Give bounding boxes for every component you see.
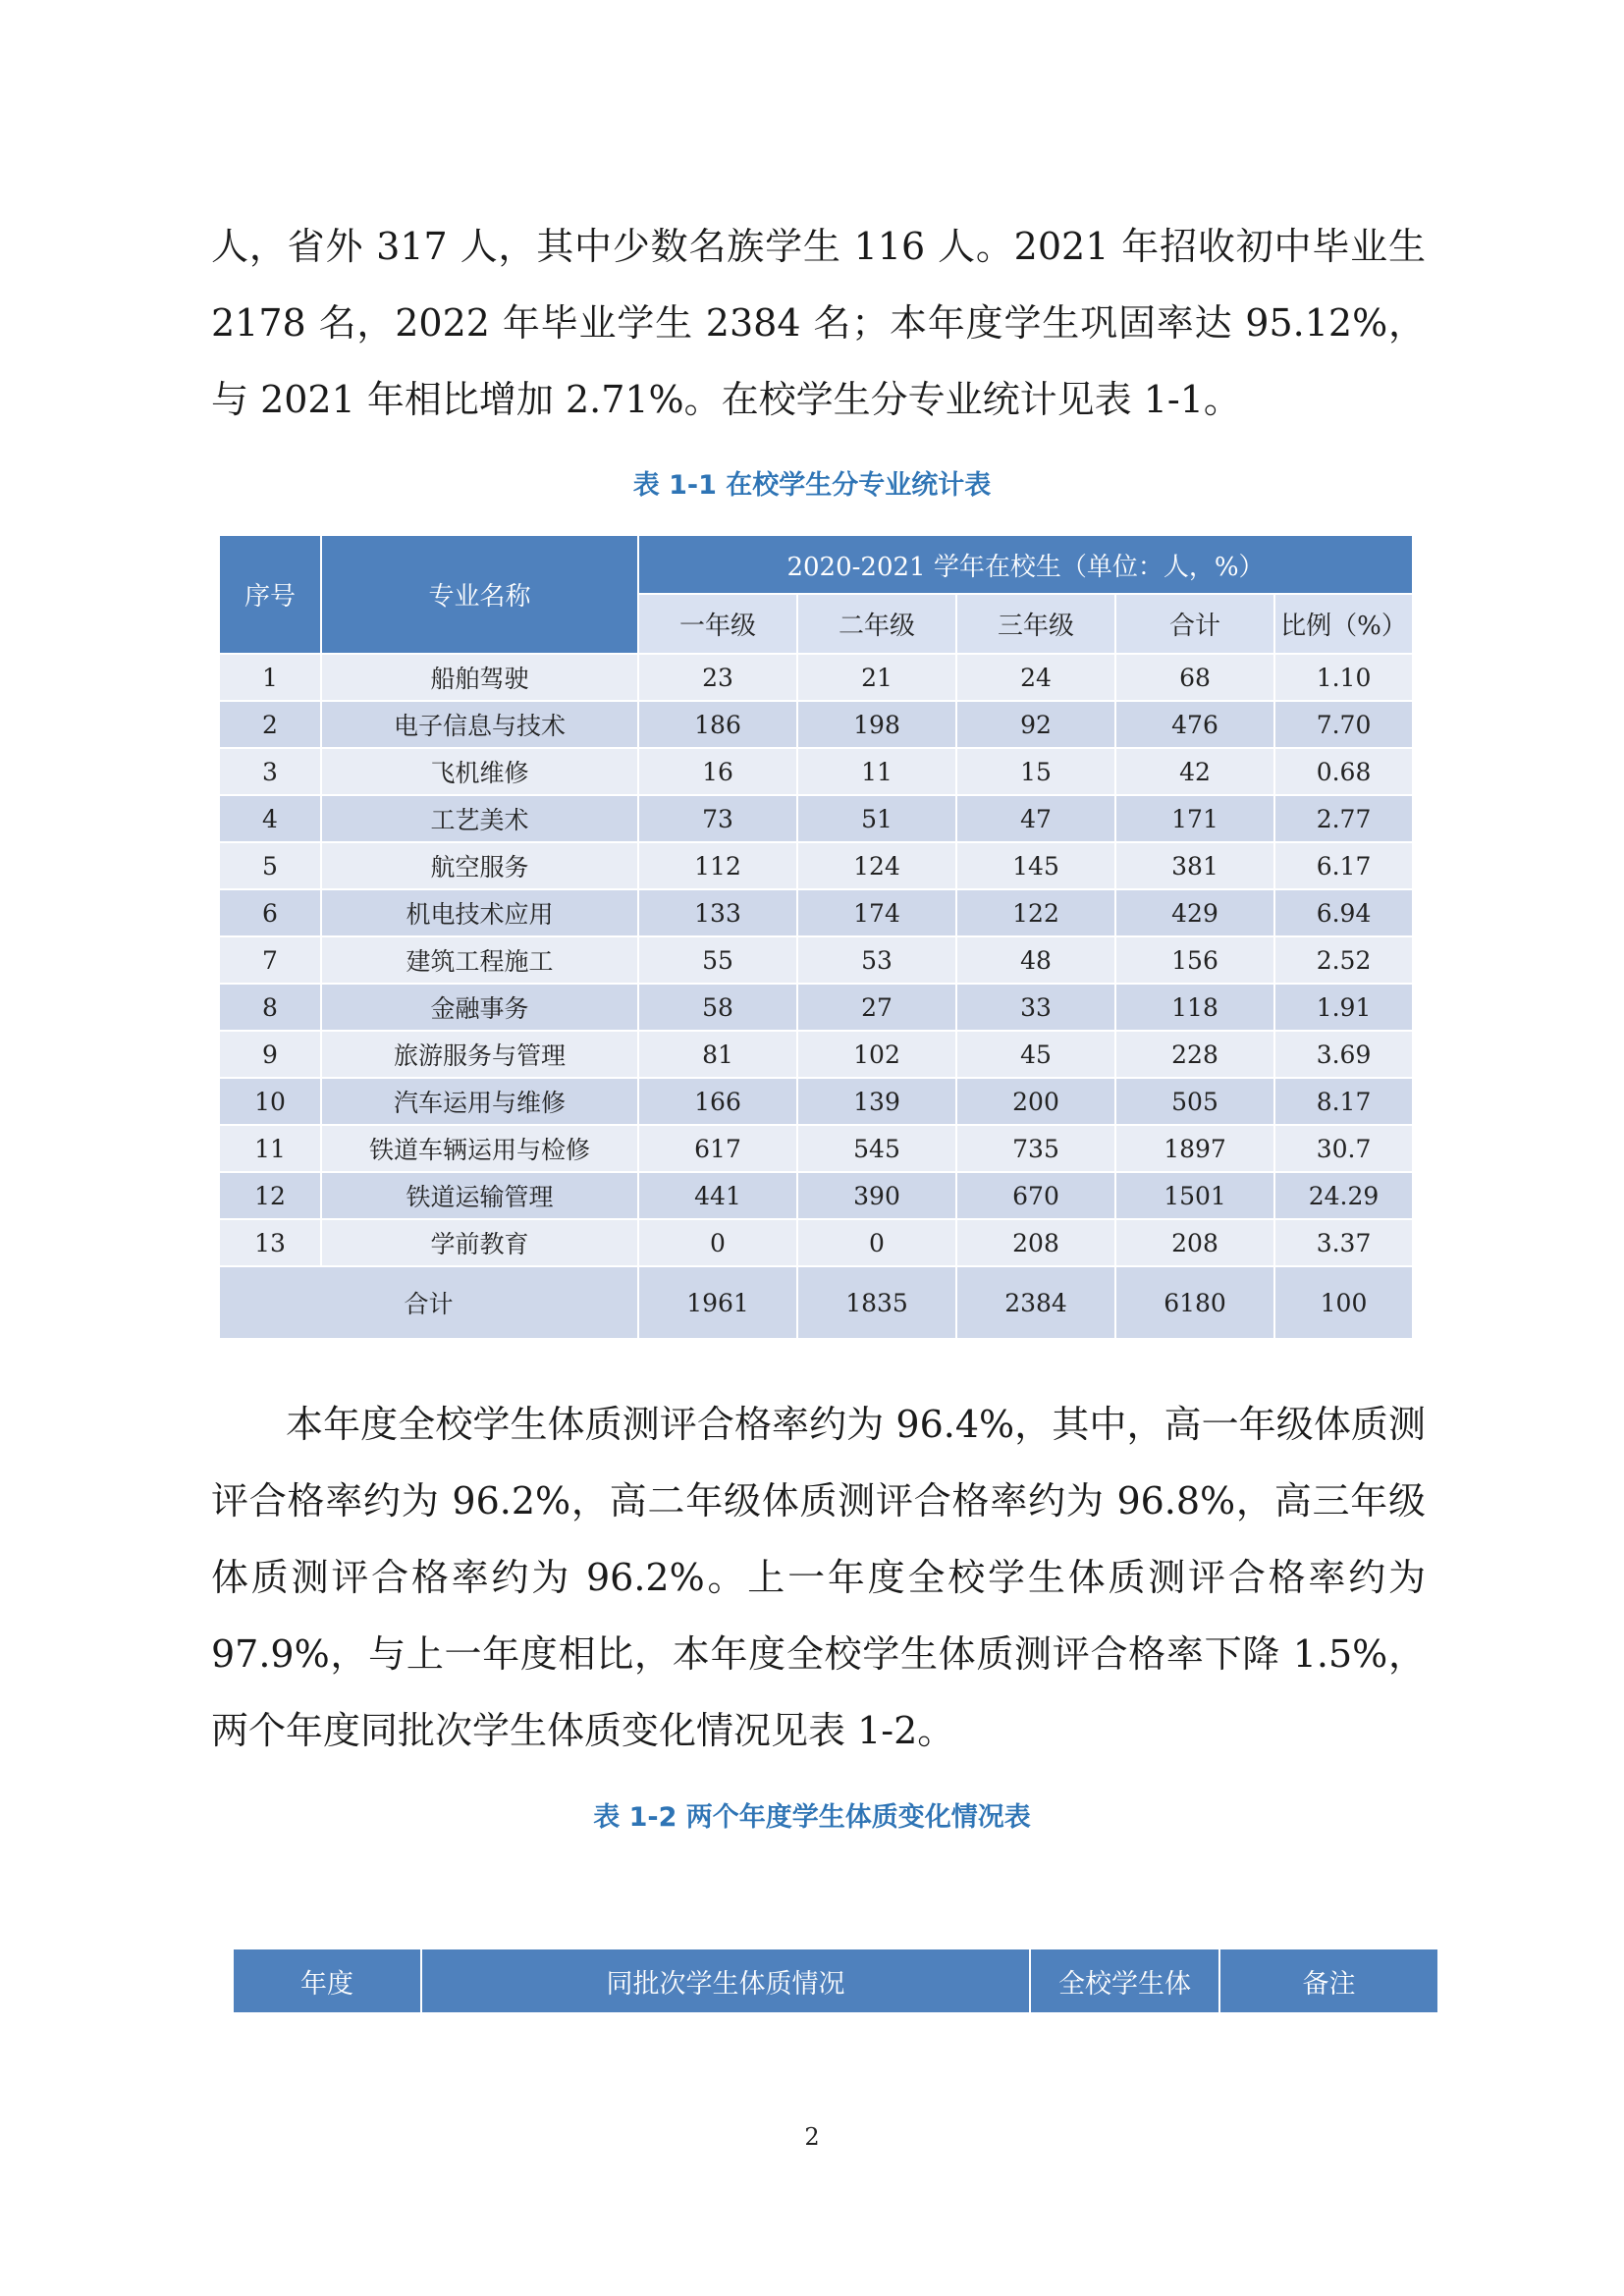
- table-row: [219, 1219, 1413, 1266]
- total-sum: 6180: [1115, 1266, 1274, 1339]
- total-ratio: 100: [1274, 1266, 1413, 1339]
- cell-g3: 45: [956, 1031, 1115, 1078]
- cell-major: 飞机维修: [321, 748, 638, 795]
- header-no: 序号: [219, 535, 321, 654]
- cell-g1: 81: [638, 1031, 797, 1078]
- cell-ratio: 6.17: [1274, 842, 1413, 889]
- header-major: 专业名称: [321, 535, 638, 654]
- cell-g1: 186: [638, 701, 797, 748]
- cell-g3: 33: [956, 984, 1115, 1031]
- cell-no: 3: [219, 748, 321, 795]
- cell-g1: 55: [638, 936, 797, 984]
- cell-no: 11: [219, 1125, 321, 1172]
- cell-g1: 73: [638, 795, 797, 842]
- cell-total: 42: [1115, 748, 1274, 795]
- cell-g1: 166: [638, 1078, 797, 1125]
- cell-total: 381: [1115, 842, 1274, 889]
- cell-g1: 441: [638, 1172, 797, 1219]
- header-ratio: 比例（%）: [1274, 594, 1413, 654]
- cell-g2: 102: [797, 1031, 956, 1078]
- cell-total: 68: [1115, 654, 1274, 701]
- total-label: 合计: [219, 1266, 638, 1339]
- page-number: 2: [804, 2123, 820, 2151]
- cell-total: 118: [1115, 984, 1274, 1031]
- cell-no: 5: [219, 842, 321, 889]
- t2-header-cohort: 同批次学生体质情况: [421, 1949, 1030, 2013]
- cell-no: 9: [219, 1031, 321, 1078]
- table-row: [219, 1125, 1413, 1172]
- cell-g3: 92: [956, 701, 1115, 748]
- cell-major: 铁道车辆运用与检修: [321, 1125, 638, 1172]
- cell-g2: 545: [797, 1125, 956, 1172]
- cell-g3: 200: [956, 1078, 1115, 1125]
- cell-ratio: 2.77: [1274, 795, 1413, 842]
- cell-no: 13: [219, 1219, 321, 1266]
- cell-g3: 15: [956, 748, 1115, 795]
- cell-g3: 47: [956, 795, 1115, 842]
- cell-ratio: 1.91: [1274, 984, 1413, 1031]
- intro-paragraph: 人，省外 317 人，其中少数名族学生 116 人。2021 年招收初中毕业生 2178 名，2022 年毕业学生 2384 名；本年度学生巩固率达 95.12%，与 2021 年相比增加 2.71%。在校学生分专业统计见表 1-1。: [211, 225, 1426, 421]
- table-row: [219, 889, 1413, 936]
- cell-ratio: 3.37: [1274, 1219, 1413, 1266]
- cell-no: 2: [219, 701, 321, 748]
- t2-header-year: 年度: [233, 1949, 421, 2013]
- cell-total: 1897: [1115, 1125, 1274, 1172]
- total-row: [219, 1266, 1413, 1339]
- header-grade1: 一年级: [638, 594, 797, 654]
- cell-g3: 24: [956, 654, 1115, 701]
- total-grade2: 1835: [797, 1266, 956, 1339]
- cell-g1: 58: [638, 984, 797, 1031]
- cell-g3: 122: [956, 889, 1115, 936]
- cell-g1: 133: [638, 889, 797, 936]
- table-row: [219, 1078, 1413, 1125]
- cell-ratio: 1.10: [1274, 654, 1413, 701]
- cell-total: 228: [1115, 1031, 1274, 1078]
- table-row: [219, 1172, 1413, 1219]
- cell-major: 建筑工程施工: [321, 936, 638, 984]
- cell-major: 铁道运输管理: [321, 1172, 638, 1219]
- cell-ratio: 7.70: [1274, 701, 1413, 748]
- cell-ratio: 6.94: [1274, 889, 1413, 936]
- cell-total: 505: [1115, 1078, 1274, 1125]
- cell-major: 工艺美术: [321, 795, 638, 842]
- cell-g3: 735: [956, 1125, 1115, 1172]
- cell-g2: 139: [797, 1078, 956, 1125]
- cell-g2: 198: [797, 701, 956, 748]
- cell-g2: 390: [797, 1172, 956, 1219]
- total-grade3: 2384: [956, 1266, 1115, 1339]
- cell-no: 10: [219, 1078, 321, 1125]
- fitness-paragraph: 本年度全校学生体质测评合格率约为 96.4%，其中，高一年级体质测评合格率约为 96.2%，高二年级体质测评合格率约为 96.8%，高三年级体质测评合格率约为 96.2%。上一年度全校学生体质测评合格率约为 97.9%，与上一年度相比，本年度全校学生体质测评合格率下降 1.5%，两个年度同批次学生体质变化情况见表 1-2。: [211, 1403, 1426, 1752]
- cell-g1: 0: [638, 1219, 797, 1266]
- cell-g3: 670: [956, 1172, 1115, 1219]
- table-row: [219, 936, 1413, 984]
- cell-major: 金融事务: [321, 984, 638, 1031]
- cell-g2: 174: [797, 889, 956, 936]
- cell-no: 1: [219, 654, 321, 701]
- cell-g2: 21: [797, 654, 956, 701]
- cell-g2: 124: [797, 842, 956, 889]
- table2-caption: 表 1-2 两个年度学生体质变化情况表: [593, 1802, 1031, 1833]
- cell-ratio: 0.68: [1274, 748, 1413, 795]
- cell-g1: 23: [638, 654, 797, 701]
- cell-total: 156: [1115, 936, 1274, 984]
- cell-g1: 617: [638, 1125, 797, 1172]
- cell-no: 12: [219, 1172, 321, 1219]
- header-total: 合计: [1115, 594, 1274, 654]
- cell-g1: 16: [638, 748, 797, 795]
- cell-total: 476: [1115, 701, 1274, 748]
- cell-g2: 27: [797, 984, 956, 1031]
- header-group: 2020-2021 学年在校生（单位：人，%）: [638, 535, 1413, 594]
- cell-major: 旅游服务与管理: [321, 1031, 638, 1078]
- cell-major: 机电技术应用: [321, 889, 638, 936]
- cell-g2: 11: [797, 748, 956, 795]
- cell-g3: 208: [956, 1219, 1115, 1266]
- cell-ratio: 3.69: [1274, 1031, 1413, 1078]
- table-row: [219, 701, 1413, 748]
- cell-no: 7: [219, 936, 321, 984]
- cell-total: 429: [1115, 889, 1274, 936]
- table-row: [219, 795, 1413, 842]
- cell-major: 船舶驾驶: [321, 654, 638, 701]
- cell-ratio: 24.29: [1274, 1172, 1413, 1219]
- t2-header-note: 备注: [1219, 1949, 1438, 2013]
- cell-major: 汽车运用与维修: [321, 1078, 638, 1125]
- major-statistics-table: [218, 534, 1414, 1340]
- cell-no: 4: [219, 795, 321, 842]
- table1-caption: 表 1-1 在校学生分专业统计表: [632, 470, 992, 501]
- header-grade3: 三年级: [956, 594, 1115, 654]
- t2-header-school: 全校学生体: [1030, 1949, 1219, 2013]
- table-row: [219, 984, 1413, 1031]
- cell-major: 航空服务: [321, 842, 638, 889]
- table-row: [219, 654, 1413, 701]
- cell-g3: 145: [956, 842, 1115, 889]
- cell-no: 6: [219, 889, 321, 936]
- cell-g1: 112: [638, 842, 797, 889]
- table-row: [219, 748, 1413, 795]
- cell-total: 208: [1115, 1219, 1274, 1266]
- fitness-change-table: [232, 1948, 1439, 2014]
- cell-g2: 53: [797, 936, 956, 984]
- cell-g2: 51: [797, 795, 956, 842]
- cell-no: 8: [219, 984, 321, 1031]
- table-row: [219, 842, 1413, 889]
- cell-g2: 0: [797, 1219, 956, 1266]
- cell-ratio: 30.7: [1274, 1125, 1413, 1172]
- cell-major: 学前教育: [321, 1219, 638, 1266]
- total-grade1: 1961: [638, 1266, 797, 1339]
- cell-major: 电子信息与技术: [321, 701, 638, 748]
- cell-total: 1501: [1115, 1172, 1274, 1219]
- table-row: [219, 1031, 1413, 1078]
- cell-total: 171: [1115, 795, 1274, 842]
- cell-g3: 48: [956, 936, 1115, 984]
- header-grade2: 二年级: [797, 594, 956, 654]
- cell-ratio: 2.52: [1274, 936, 1413, 984]
- cell-ratio: 8.17: [1274, 1078, 1413, 1125]
